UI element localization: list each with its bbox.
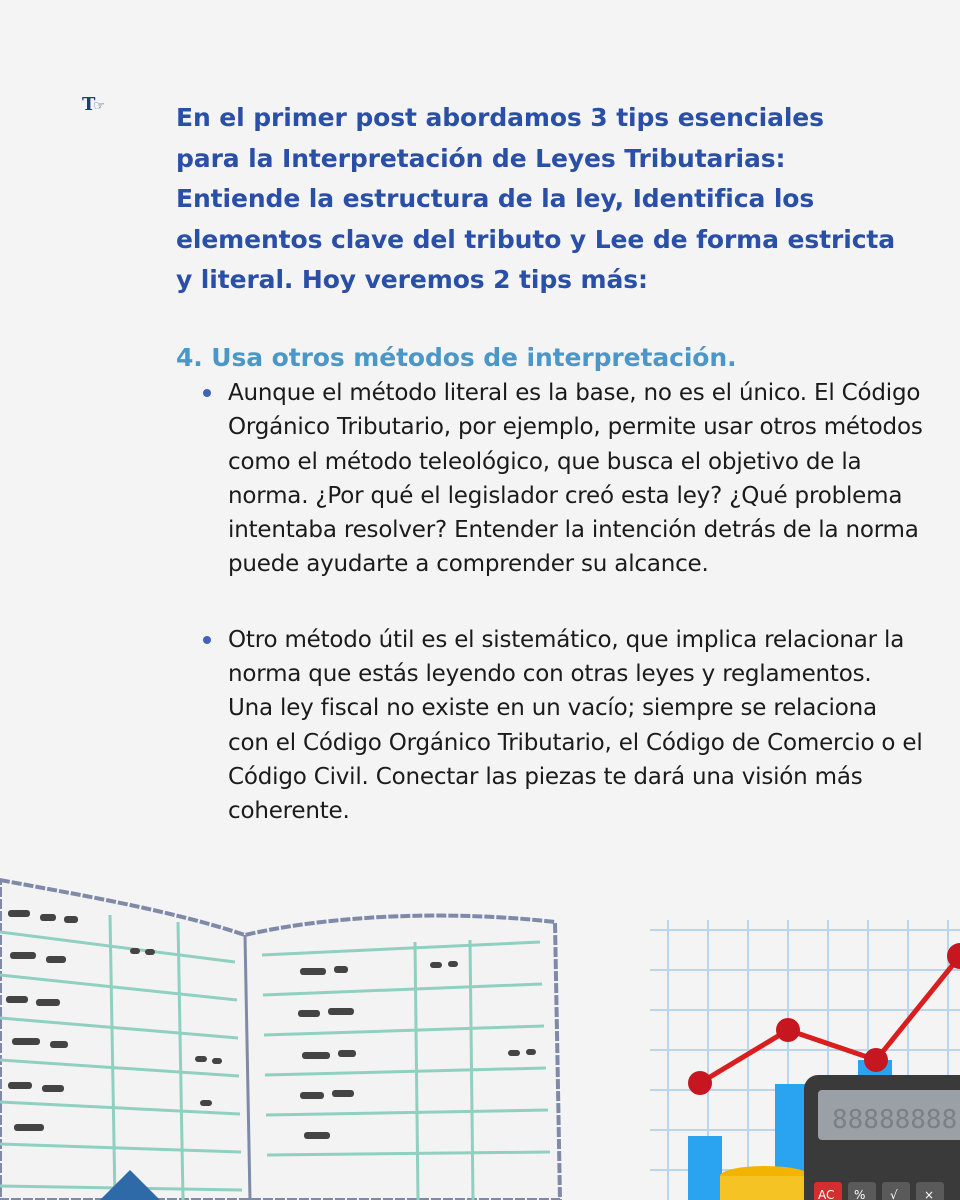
pointing-hand-icon: ☞ <box>93 99 106 114</box>
calculator-display: 88888888 <box>832 1105 958 1135</box>
calculator-key: × <box>924 1188 935 1200</box>
bullet-dot-icon <box>203 636 211 644</box>
list-item <box>203 376 923 582</box>
decorative-illustration <box>0 870 960 1200</box>
trend-line-icon <box>688 943 960 1095</box>
brand-logo <box>82 96 105 114</box>
calculator-key: % <box>854 1188 866 1200</box>
calculator-key: AC <box>818 1188 835 1200</box>
section-heading: 4. Usa otros métodos de interpretación. <box>176 343 737 372</box>
intro-paragraph: En el primer post abordamos 3 tips esenciales para la Interpretación de Leyes Tributarias: Entiende la estructura de la ley, Identifica los elementos clave del tributo y Lee de forma estricta y literal. Hoy veremos 2 tips más: <box>176 103 896 294</box>
calculator-key: √ <box>890 1188 898 1200</box>
bullet-text: Otro método útil es el sistemático, que implica relacionar la norma que estás leyendo con otras leyes y reglamentos. Una ley fiscal no existe en un vacío; siempre se relaciona con el Código Orgánico Tributario, el Código de Comercio o el Código Civil. Conectar las piezas te dará una visión más coherente. <box>228 626 923 825</box>
ledger-book-icon <box>0 880 560 1200</box>
bullet-list <box>203 376 923 829</box>
calculator-icon <box>804 1075 960 1200</box>
bullet-text: Aunque el método literal es la base, no es el único. El Código Orgánico Tributario, por ejemplo, permite usar otros métodos como el método teleológico, que busca el objetivo de la norma. ¿Por qué el legislador creó esta ley? ¿Qué problema intentaba resolver? Entender la intención detrás de la norma puede ayudarte a comprender su alcance. <box>228 380 923 578</box>
logo-letter: T <box>82 94 96 115</box>
coin-stack-icon <box>720 1166 810 1200</box>
list-item <box>203 623 923 829</box>
bullet-dot-icon <box>203 389 211 397</box>
